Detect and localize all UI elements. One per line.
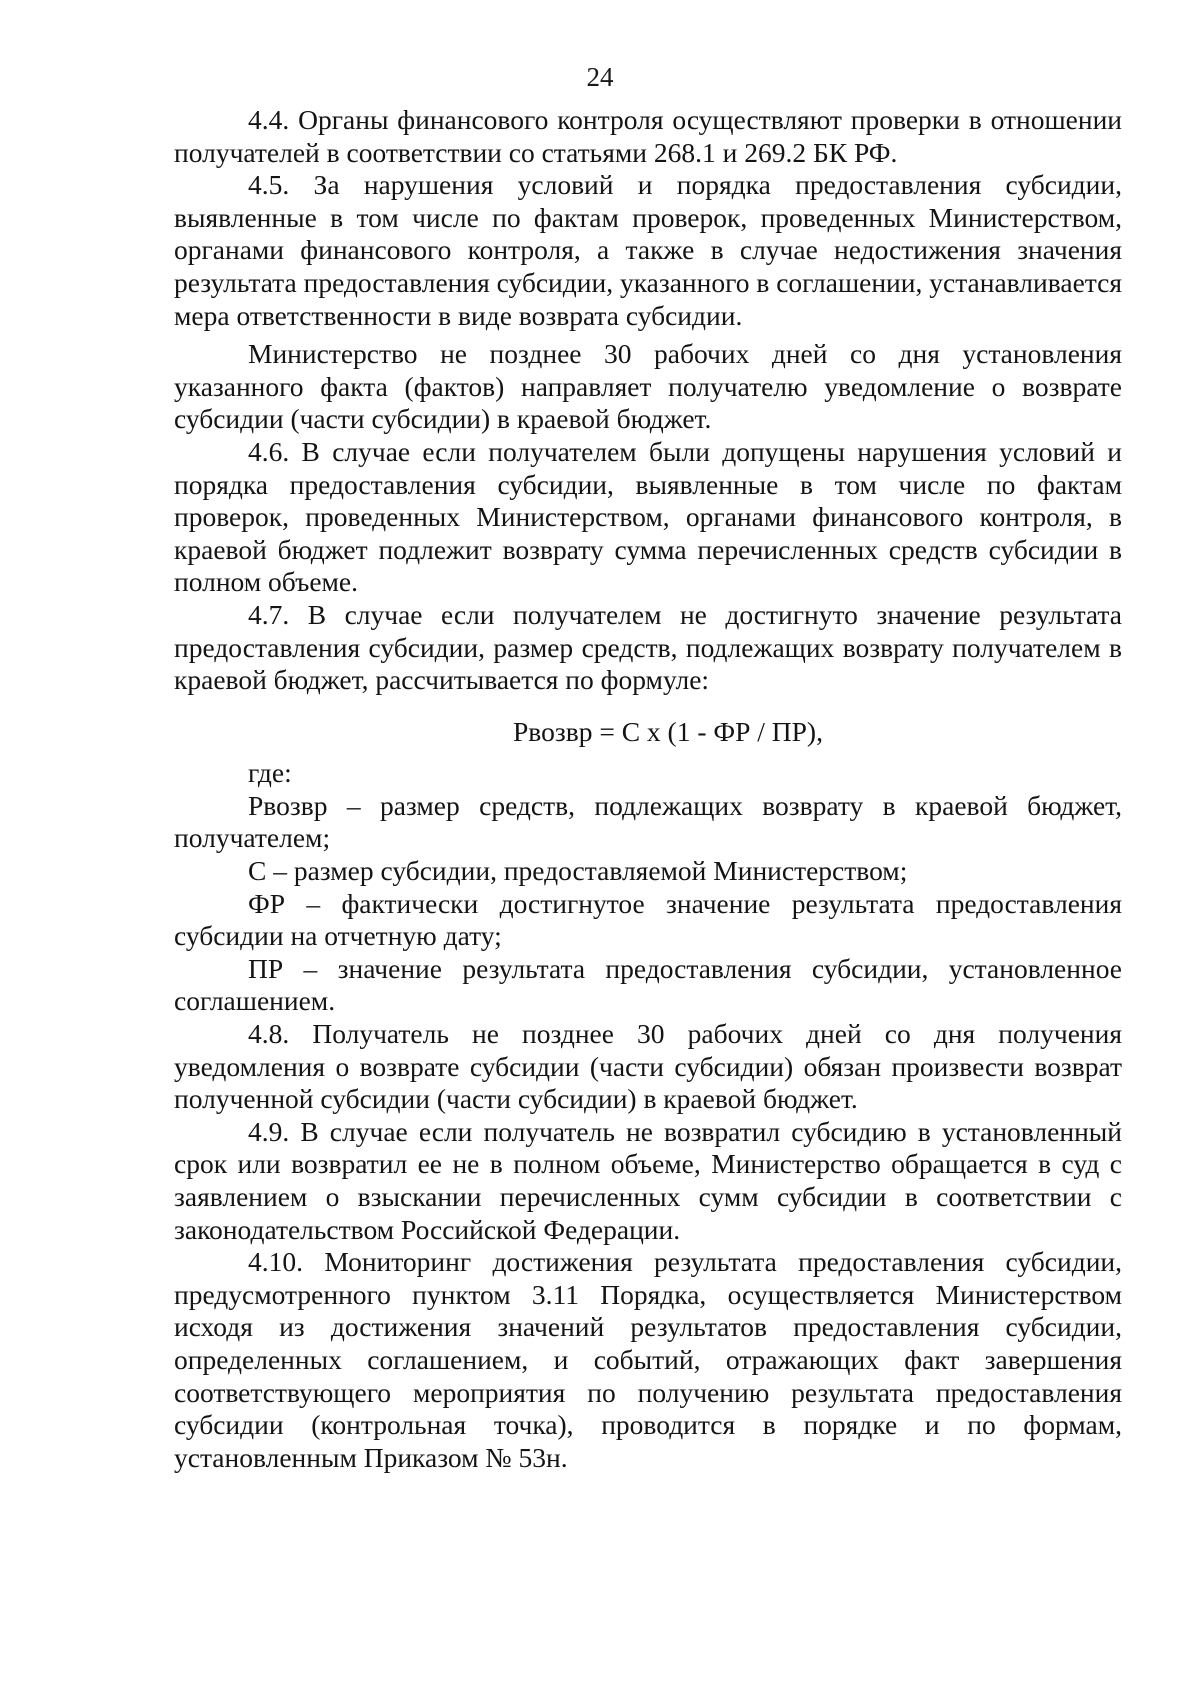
document-body	[174, 104, 1122, 1474]
paragraph-4-4: 4.4. Органы финансового контроля осуществляют проверки в отношении получателей в соответствии со статьями 268.1 и 269.2 БК РФ.	[174, 104, 1122, 168]
page-number: 24	[586, 62, 614, 92]
definition-fr: ФР – фактически достигнутое значение результата предоставления субсидии на отчетную дату;	[174, 887, 1122, 952]
paragraph-4-8: 4.8. Получатель не позднее 30 рабочих дней со дня получения уведомления о возврате субсидии (части субсидии) обязан произвести возврат полученной субсидии (части субсидии) в краевой бюджет.	[174, 1018, 1122, 1115]
definition-rvozvr: Рвозвр – размер средств, подлежащих возврату в краевой бюджет, получателем;	[174, 789, 1122, 854]
paragraph-4-10: 4.10. Мониторинг достижения результата предоставления субсидии, предусмотренного пунктом 3.11 Порядка, осуществляется Министерством исходя из достижения значений результатов предоставления субсидии, определенных соглашением, и событий, отражающих факт завершения соответствующего мероприятия по получению результата предоставления субсидии (контрольная точка), проводится в порядке и по формам, установленным Приказом № 53н.	[174, 1246, 1122, 1473]
paragraph-4-5: 4.5. За нарушения условий и порядка предоставления субсидии, выявленные в том числе по фактам проверок, проведенных Министерством, органами финансового контроля, а также в случае недостижения значения результата предоставления субсидии, указанного в соглашении, устанавливается мера ответственности в виде возврата субсидии.	[174, 169, 1122, 331]
paragraph-ministry-notice: Министерство не позднее 30 рабочих дней со дня установления указанного факта (фактов) направляет получателю уведомление о возврате субсидии (части субсидии) в краевой бюджет.	[174, 338, 1122, 435]
paragraph-4-9: 4.9. В случае если получатель не возвратил субсидию в установленный срок или возвратил ее не в полном объеме, Министерство обращается в суд с заявлением о взыскании перечисленных сумм субсидии в соответствии с законодательством Российской Федерации.	[174, 1115, 1122, 1245]
paragraph-4-7: 4.7. В случае если получателем не достигнуто значение результата предоставления субсидии, размер средств, подлежащих возврату получателем в краевой бюджет, рассчитывается по формуле:	[174, 598, 1122, 696]
definition-pr: ПР – значение результата предоставления субсидии, установленное соглашением.	[174, 952, 1122, 1017]
paragraph-4-6: 4.6. В случае если получателем были допущены нарушения условий и порядка предоставления субсидии, выявленные в том числе по фактам проверок, проведенных Министерством, органами финансового контроля, в краевой бюджет подлежит возврату сумма перечисленных средств субсидии в полном объеме.	[174, 435, 1122, 598]
formula-where-label: где:	[248, 757, 292, 789]
definition-c: С – размер субсидии, предоставляемой Министерством;	[248, 855, 908, 887]
refund-formula: Рвозвр = С х (1 - ФР / ПР),	[513, 715, 823, 747]
